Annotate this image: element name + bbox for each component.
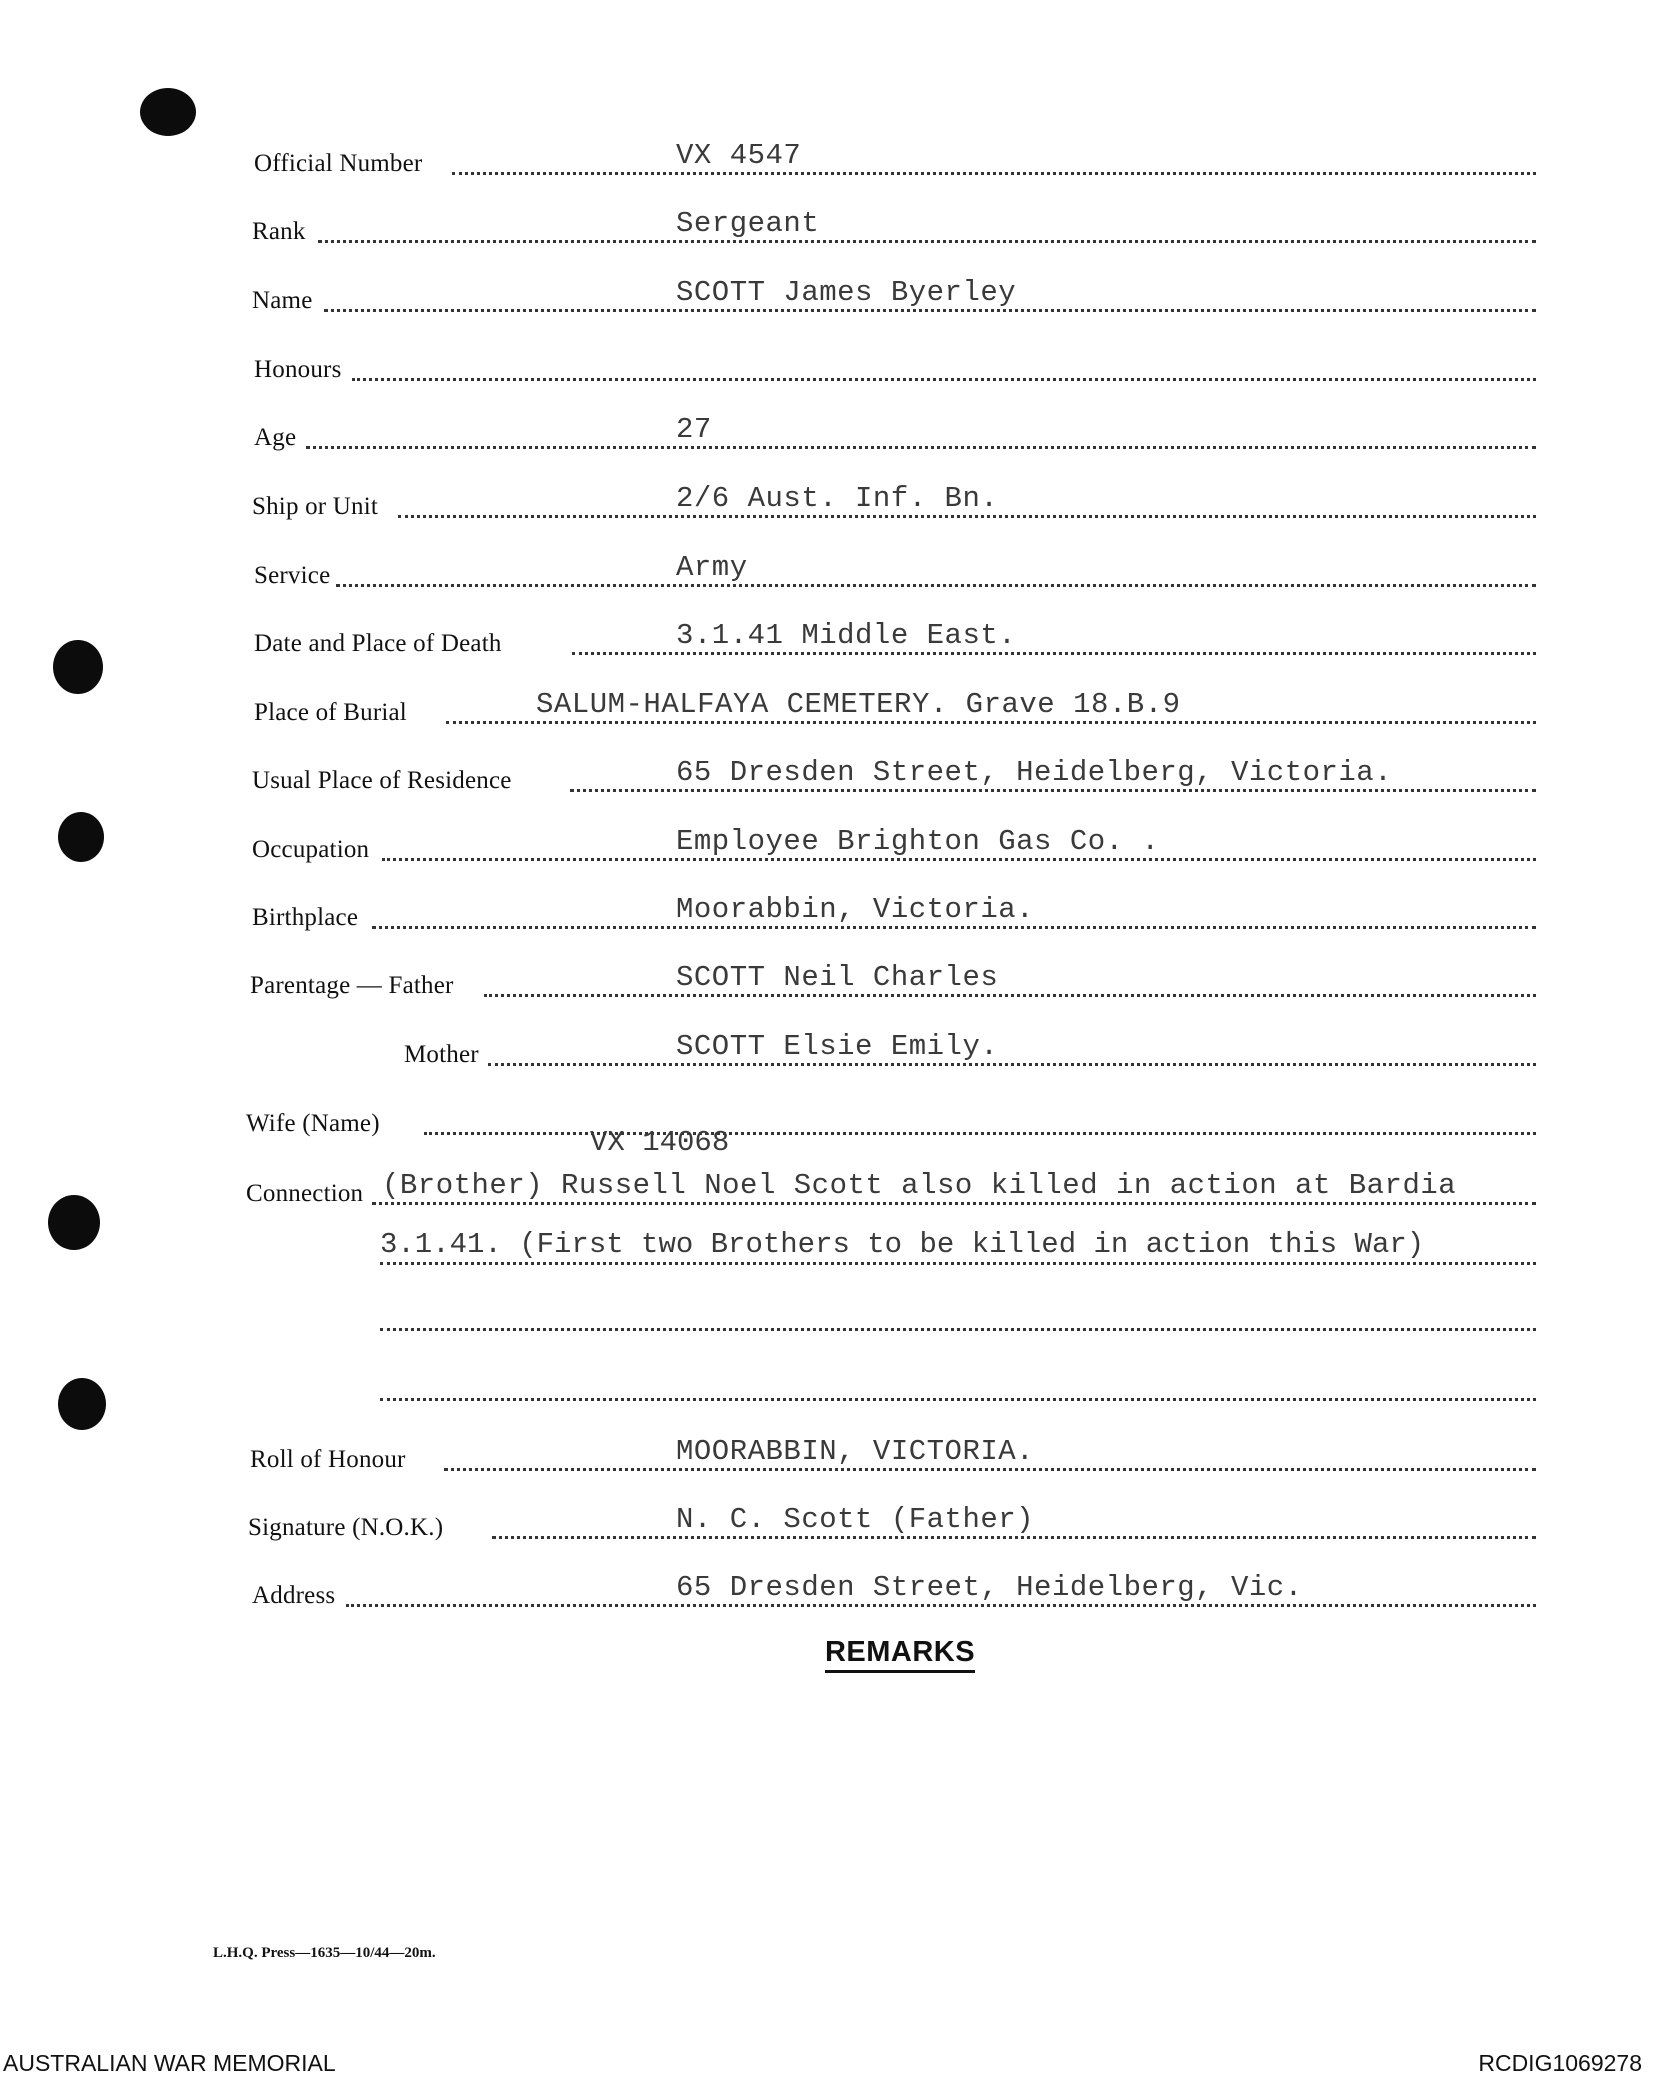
field-occupation xyxy=(0,814,1656,864)
connection-note: VX 14068 xyxy=(590,1126,730,1159)
dotted-line xyxy=(372,926,1536,929)
footer-record-id: RCDIG1069278 xyxy=(1478,2050,1642,2076)
field-label: Official Number xyxy=(254,150,423,177)
dotted-line xyxy=(446,721,1536,724)
field-label: Roll of Honour xyxy=(250,1446,406,1473)
field-place-of-burial xyxy=(0,677,1656,727)
field-value: 65 Dresden Street, Heidelberg, Victoria. xyxy=(676,756,1393,789)
dotted-line xyxy=(452,172,1536,175)
field-value: Sergeant xyxy=(676,207,820,240)
field-service xyxy=(0,540,1656,590)
field-label: Date and Place of Death xyxy=(254,630,502,657)
dotted-line xyxy=(444,1468,1536,1471)
dotted-line xyxy=(488,1063,1536,1066)
dotted-line xyxy=(336,584,1536,587)
field-value: SCOTT James Byerley xyxy=(676,276,1017,309)
dotted-line xyxy=(380,1398,1536,1401)
dotted-line xyxy=(380,1328,1536,1331)
punch-hole xyxy=(58,1378,106,1430)
field-value: Army xyxy=(676,551,748,584)
dotted-line xyxy=(324,309,1536,312)
dotted-line xyxy=(492,1536,1536,1539)
dotted-line xyxy=(398,515,1536,518)
field-ship-or-unit xyxy=(0,471,1656,521)
dotted-line xyxy=(306,446,1536,449)
field-label: Usual Place of Residence xyxy=(252,767,512,794)
field-value: SCOTT Neil Charles xyxy=(676,961,999,994)
connection-line-2: 3.1.41. (First two Brothers to be killed in action this War) xyxy=(380,1228,1425,1261)
dotted-line xyxy=(318,240,1536,243)
press-mark: L.H.Q. Press—1635—10/44—20m. xyxy=(213,1945,436,1961)
dotted-line xyxy=(570,789,1536,792)
field-honours xyxy=(0,334,1656,384)
field-birthplace xyxy=(0,882,1656,932)
dotted-line xyxy=(382,858,1536,861)
field-usual-residence xyxy=(0,745,1656,795)
dotted-line xyxy=(380,1262,1536,1265)
field-official-number xyxy=(0,128,1656,178)
field-value: 2/6 Aust. Inf. Bn. xyxy=(676,482,999,515)
field-label: Name xyxy=(252,287,313,314)
field-label: Place of Burial xyxy=(254,699,407,726)
field-value: N. C. Scott (Father) xyxy=(676,1503,1035,1536)
field-mother xyxy=(0,1019,1656,1069)
field-value: 3.1.41 Middle East. xyxy=(676,619,1017,652)
field-label: Connection xyxy=(246,1180,364,1207)
field-connection xyxy=(0,1158,1656,1208)
dotted-line xyxy=(352,378,1536,381)
field-value: Employee Brighton Gas Co. . xyxy=(676,825,1160,858)
field-label: Signature (N.O.K.) xyxy=(248,1514,444,1541)
field-label: Mother xyxy=(404,1041,479,1068)
footer-archive-name: AUSTRALIAN WAR MEMORIAL xyxy=(3,2050,336,2076)
field-label: Service xyxy=(254,562,331,589)
dotted-line xyxy=(572,652,1536,655)
field-value: VX 4547 xyxy=(676,139,802,172)
remarks-heading: REMARKS xyxy=(0,1636,1656,1669)
field-value: SCOTT Elsie Emily. xyxy=(676,1030,999,1063)
field-label: Parentage — Father xyxy=(250,972,454,999)
field-label: Rank xyxy=(252,218,306,245)
field-wife-name xyxy=(0,1088,1656,1138)
field-label: Occupation xyxy=(252,836,370,863)
field-name xyxy=(0,265,1656,315)
dotted-line xyxy=(346,1604,1536,1607)
field-label: Wife (Name) xyxy=(246,1110,380,1137)
field-label: Address xyxy=(252,1582,336,1609)
field-signature-nok xyxy=(0,1492,1656,1542)
field-address xyxy=(0,1560,1656,1610)
dotted-line xyxy=(484,994,1536,997)
field-roll-of-honour xyxy=(0,1424,1656,1474)
field-value: 65 Dresden Street, Heidelberg, Vic. xyxy=(676,1571,1303,1604)
field-value: Moorabbin, Victoria. xyxy=(676,893,1035,926)
field-label: Honours xyxy=(254,356,342,383)
field-label: Age xyxy=(254,424,297,451)
dotted-line xyxy=(372,1202,1536,1205)
field-value: (Brother) Russell Noel Scott also killed in action at Bardia xyxy=(382,1169,1457,1202)
field-date-place-of-death xyxy=(0,608,1656,658)
field-age xyxy=(0,402,1656,452)
field-value: SALUM-HALFAYA CEMETERY. Grave 18.B.9 xyxy=(536,688,1181,721)
field-label: Ship or Unit xyxy=(252,493,379,520)
field-parentage-father xyxy=(0,950,1656,1000)
field-rank xyxy=(0,196,1656,246)
field-value: 27 xyxy=(676,413,712,446)
field-label: Birthplace xyxy=(252,904,359,931)
field-value: MOORABBIN, VICTORIA. xyxy=(676,1435,1035,1468)
